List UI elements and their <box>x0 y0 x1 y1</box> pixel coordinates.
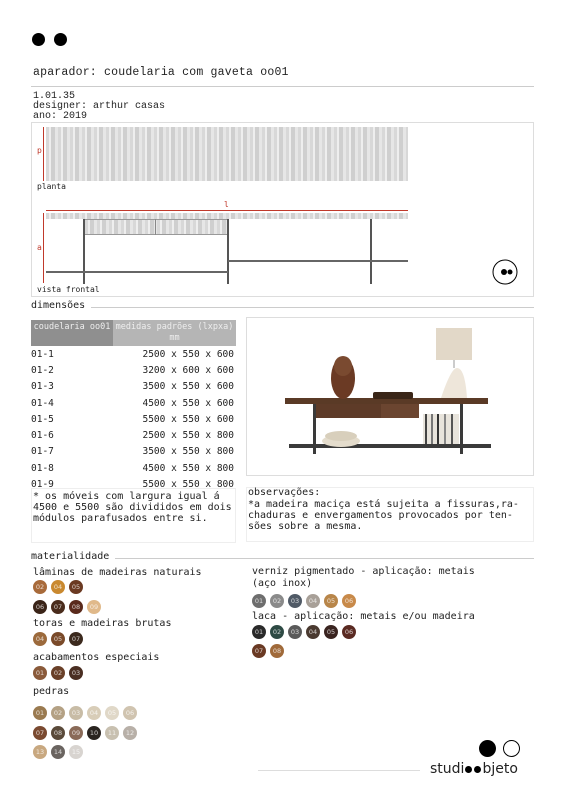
material-swatch: 06 <box>33 600 47 614</box>
dimensions-label: dimensões <box>31 300 91 311</box>
table-row <box>31 427 236 443</box>
laca-swatches-row-2 <box>252 644 288 658</box>
row-code: 01-9 <box>31 479 54 491</box>
row-code: 01-2 <box>31 364 54 376</box>
material-swatch: 04 <box>306 625 320 639</box>
materials-label: materialidade <box>31 551 115 562</box>
material-swatch: 11 <box>105 726 119 740</box>
laminas-label: lâminas de madeiras naturais <box>33 567 202 578</box>
row-code: 01-8 <box>31 462 54 474</box>
observations-text: *a madeira maciça está sujeita a fissuras,ra-chaduras e envergamentos provocados por ten-sões sobre a mesma. <box>248 499 519 532</box>
material-swatch: 03 <box>288 625 302 639</box>
front-leg-2 <box>227 219 229 284</box>
designer: designer: arthur casas <box>33 101 166 112</box>
brand-name-end: bjeto <box>482 761 518 777</box>
material-swatch: 03 <box>69 666 83 680</box>
laca-label: laca - aplicação: metais e/ou madeira <box>252 611 475 622</box>
table-row <box>31 346 236 362</box>
material-swatch: 10 <box>87 726 101 740</box>
material-swatch: 05 <box>324 625 338 639</box>
especiais-label: acabamentos especiais <box>33 652 160 663</box>
material-swatch: 04 <box>51 580 65 594</box>
front-label: vista frontal <box>37 285 100 294</box>
material-swatch: 15 <box>69 745 83 759</box>
brand-logo-open-circle <box>503 740 520 757</box>
row-size: 2500 x 550 x 600 <box>142 348 234 360</box>
pedras-swatches-row-1 <box>33 706 141 720</box>
pedras-label: pedras <box>33 686 70 697</box>
row-code: 01-7 <box>31 446 54 458</box>
dimensions-table <box>31 320 236 493</box>
toras-label: toras e madeiras brutas <box>33 618 172 629</box>
dim-line-p <box>43 127 44 181</box>
material-swatch: 01 <box>33 706 47 720</box>
material-swatch: 03 <box>69 706 83 720</box>
material-swatch: 05 <box>324 594 338 608</box>
brand-dot-left <box>32 33 45 46</box>
material-swatch: 13 <box>33 745 47 759</box>
especiais-swatches <box>33 666 87 680</box>
table-header-size: medidas padrões (lxpxa) mm <box>113 320 236 346</box>
row-size: 5500 x 550 x 800 <box>142 479 234 491</box>
material-swatch: 08 <box>69 600 83 614</box>
front-drawer-split <box>155 219 156 235</box>
table-footnote: * os móveis com largura igual á 4500 e 5500 são divididos em dois módulos parafusados entre si. <box>33 491 232 524</box>
material-swatch: 14 <box>51 745 65 759</box>
front-drawer <box>84 219 228 235</box>
material-swatch: 06 <box>342 594 356 608</box>
brand-wordmark <box>430 761 518 777</box>
product-photo <box>246 317 534 476</box>
row-size: 3500 x 550 x 600 <box>142 381 234 393</box>
material-swatch: 01 <box>33 666 47 680</box>
brand-logo-filled-circle <box>479 740 496 757</box>
sideboard-illustration <box>247 318 535 477</box>
table-row <box>31 460 236 476</box>
pedras-swatches-row-3 <box>33 745 87 759</box>
material-swatch: 02 <box>270 594 284 608</box>
footer-divider <box>258 770 420 771</box>
dim-line-l <box>46 210 408 211</box>
material-swatch: 06 <box>123 706 137 720</box>
material-swatch: 04 <box>306 594 320 608</box>
material-swatch: 03 <box>288 594 302 608</box>
material-swatch: 02 <box>51 666 65 680</box>
verniz-label: verniz pigmentado - aplicação: metais (aço inox) <box>252 566 475 589</box>
dim-p-label: p <box>37 146 42 155</box>
material-swatch: 02 <box>270 625 284 639</box>
year: ano: 2019 <box>33 111 88 122</box>
plan-view <box>46 127 408 181</box>
pedras-swatches-row-2 <box>33 726 141 740</box>
row-code: 01-1 <box>31 348 54 360</box>
row-size: 3500 x 550 x 800 <box>142 446 234 458</box>
front-shelf-right <box>228 260 408 262</box>
front-shelf-left <box>46 271 228 273</box>
material-swatch: 04 <box>87 706 101 720</box>
table-row <box>31 411 236 427</box>
laca-swatches-row-1 <box>252 625 360 639</box>
brand-o-dot-icon <box>474 766 481 773</box>
table-header <box>31 320 236 346</box>
observations-label: observações: <box>248 487 321 498</box>
table-row <box>31 444 236 460</box>
material-swatch: 09 <box>69 726 83 740</box>
page-title: aparador: coudelaria com gaveta oo01 <box>33 66 289 79</box>
dim-a-label: a <box>37 243 42 252</box>
table-row <box>31 362 236 378</box>
material-swatch: 02 <box>33 580 47 594</box>
material-swatch: 08 <box>270 644 284 658</box>
material-swatch: 07 <box>33 726 47 740</box>
table-row <box>31 395 236 411</box>
row-code: 01-6 <box>31 430 54 442</box>
row-code: 01-3 <box>31 381 54 393</box>
brand-dot-right <box>54 33 67 46</box>
product-code: 1.01.35 <box>33 91 76 102</box>
title-divider <box>31 86 534 87</box>
material-swatch: 01 <box>252 625 266 639</box>
north-arrow-icon <box>491 258 519 286</box>
material-swatch: 04 <box>33 632 47 646</box>
material-swatch: 01 <box>252 594 266 608</box>
toras-swatches <box>33 632 87 646</box>
material-swatch: 05 <box>51 632 65 646</box>
brand-name-start: studi <box>430 761 465 777</box>
material-swatch: 09 <box>87 600 101 614</box>
row-size: 2500 x 550 x 800 <box>142 430 234 442</box>
verniz-swatches <box>252 594 360 608</box>
dim-line-a <box>43 213 44 283</box>
laminas-swatches-row-2 <box>33 600 105 614</box>
material-swatch: 07 <box>69 632 83 646</box>
dimensions-divider <box>31 307 534 308</box>
row-code: 01-4 <box>31 397 54 409</box>
row-size: 4500 x 550 x 800 <box>142 462 234 474</box>
table-row <box>31 379 236 395</box>
row-size: 3200 x 600 x 600 <box>142 364 234 376</box>
material-swatch: 12 <box>123 726 137 740</box>
row-size: 4500 x 550 x 600 <box>142 397 234 409</box>
table-header-code: coudelaria oo01 <box>31 320 113 346</box>
material-swatch: 08 <box>51 726 65 740</box>
row-code: 01-5 <box>31 413 54 425</box>
material-swatch: 07 <box>252 644 266 658</box>
dim-l-label: l <box>224 200 229 209</box>
brand-dot-icon <box>465 766 472 773</box>
material-swatch: 02 <box>51 706 65 720</box>
material-swatch: 05 <box>69 580 83 594</box>
material-swatch: 05 <box>105 706 119 720</box>
plan-label: planta <box>37 182 66 191</box>
material-swatch: 06 <box>342 625 356 639</box>
front-leg-1 <box>83 219 85 284</box>
laminas-swatches-row-1 <box>33 580 87 594</box>
material-swatch: 07 <box>51 600 65 614</box>
front-leg-3 <box>370 219 372 284</box>
row-size: 5500 x 550 x 600 <box>142 413 234 425</box>
